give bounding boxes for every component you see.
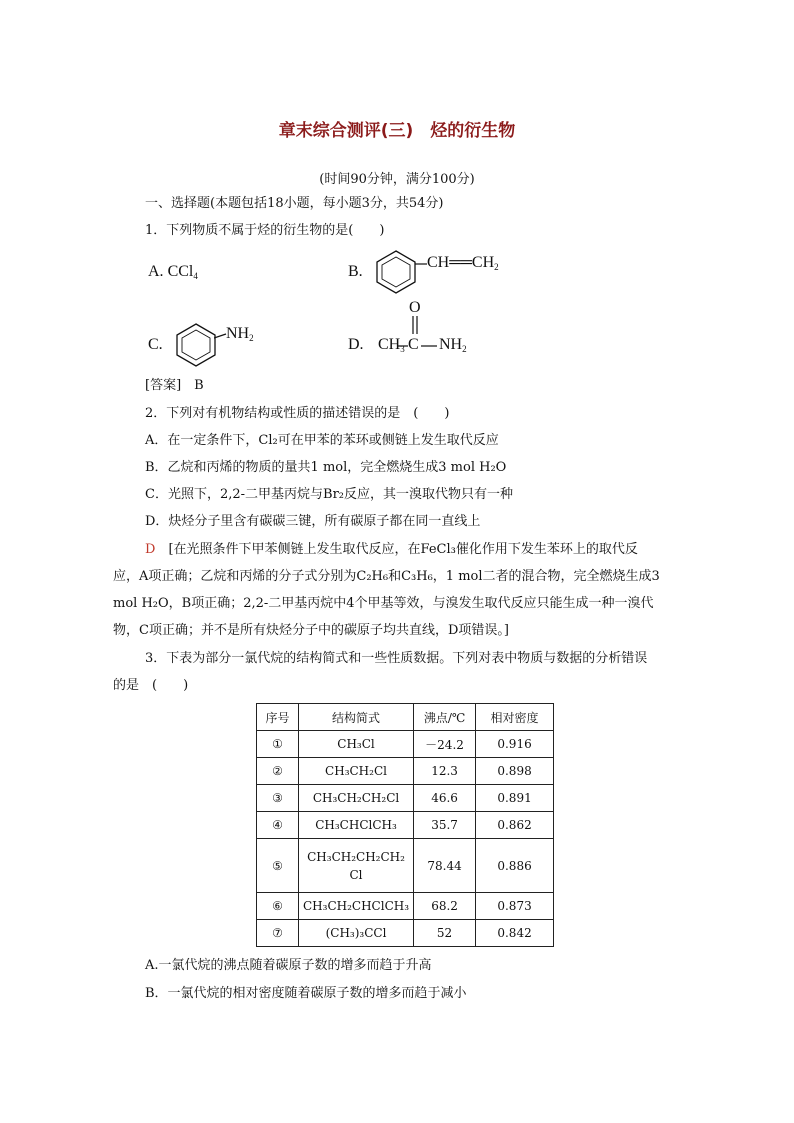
q1-answer xyxy=(145,378,204,394)
table-cell: CH₃CH₂CH₂Cl xyxy=(299,785,414,812)
table-cell: 0.891 xyxy=(476,785,554,812)
bond-line xyxy=(415,262,427,266)
table-cell: －24.2 xyxy=(414,731,476,758)
table-cell: CH₃Cl xyxy=(299,731,414,758)
vinyl-group: CH══CH xyxy=(427,254,495,271)
q1-option-c-label: C. xyxy=(148,336,163,353)
table-row xyxy=(257,920,554,947)
subscript: 3 xyxy=(400,344,405,354)
amino-group-d xyxy=(439,336,467,354)
table-cell: 35.7 xyxy=(414,812,476,839)
subscript: 2 xyxy=(494,262,499,272)
q3-option-a: A.一氯代烷的沸点随着碳原子数的增多而趋于升高 xyxy=(145,958,432,973)
table-row xyxy=(257,839,554,893)
table-cell: 0.862 xyxy=(476,812,554,839)
question-3-stem: 3．下表为部分一氯代烷的结构简式和一些性质数据。下列对表中物质与数据的分析错误 xyxy=(145,651,648,666)
table-cell: 68.2 xyxy=(414,893,476,920)
question-2-stem: 2．下列对有机物结构或性质的描述错误的是 ( ) xyxy=(145,406,450,421)
q2-option-c: C．光照下，2,2-二甲基丙烷与Br₂反应，其一溴取代物只有一种 xyxy=(145,487,513,502)
table-cell: ① xyxy=(257,731,299,758)
table-cell: 0.898 xyxy=(476,758,554,785)
q2-explanation-line-3: mol H₂O，B项正确；2,2-二甲基丙烷中4个甲基等效，与溴发生取代反应只能生成一种一溴代 xyxy=(113,596,654,611)
double-bond xyxy=(410,316,420,334)
explanation-text: [在光照条件下甲苯侧链上发生取代反应，在FeCl₃催化作用下发生苯环上的取代反 xyxy=(168,542,638,557)
q1-option-b-chain xyxy=(427,254,499,272)
table-cell: (CH₃)₃CCl xyxy=(299,920,414,947)
q2-explanation-line-1 xyxy=(145,542,638,558)
answer-value: B xyxy=(194,378,204,393)
q2-answer: D xyxy=(145,542,156,557)
question-3-stem-cont: 的是 ( ) xyxy=(113,678,189,693)
q1-option-d-label: D. xyxy=(348,336,364,353)
q1-option-a xyxy=(148,263,198,281)
oxygen-atom: O xyxy=(409,299,421,316)
q2-option-a: A．在一定条件下，Cl₂可在甲苯的苯环或侧链上发生取代反应 xyxy=(145,433,499,448)
table-cell: CH₃CH₂CHClCH₃ xyxy=(299,893,414,920)
page-title: 章末综合测评(三) 烃的衍生物 xyxy=(278,121,516,141)
chloroalkane-table xyxy=(256,703,554,947)
table-cell: 12.3 xyxy=(414,758,476,785)
q3-option-b: B．一氯代烷的相对密度随着碳原子数的增多而趋于减小 xyxy=(145,986,467,1001)
subscript: 2 xyxy=(249,333,254,343)
q1-option-b-label: B. xyxy=(348,263,363,280)
table-cell: ⑦ xyxy=(257,920,299,947)
formula-ccl4: CCl xyxy=(167,263,194,280)
table-cell: 78.44 xyxy=(414,839,476,893)
table-cell: 0.873 xyxy=(476,893,554,920)
table-header-row xyxy=(257,704,554,731)
q2-option-d: D．炔烃分子里含有碳碳三键，所有碳原子都在同一直线上 xyxy=(145,514,481,529)
methyl-group: CH xyxy=(378,336,401,353)
q2-explanation-line-4: 物，C项正确；并不是所有炔烃分子中的碳原子均共直线，D项错误。] xyxy=(113,623,509,638)
amino-group: NH xyxy=(226,325,250,342)
q1-option-c-group xyxy=(226,325,254,343)
bond-line xyxy=(421,344,437,348)
subscript: 2 xyxy=(462,344,467,354)
table-cell: CH₃CH₂Cl xyxy=(299,758,414,785)
table-cell: ③ xyxy=(257,785,299,812)
subscript: 4 xyxy=(193,271,198,281)
col-header: 相对密度 xyxy=(476,704,554,731)
table-row xyxy=(257,893,554,920)
table-cell: CH₃CH₂CH₂CH₂Cl xyxy=(299,839,414,893)
table-cell: 0.842 xyxy=(476,920,554,947)
amino-text: NH xyxy=(439,336,463,353)
table-cell: 52 xyxy=(414,920,476,947)
table-cell: 0.916 xyxy=(476,731,554,758)
exam-info: (时间90分钟，满分100分) xyxy=(319,172,475,187)
table-cell: CH₃CHClCH₃ xyxy=(299,812,414,839)
col-header: 序号 xyxy=(257,704,299,731)
table-cell: ② xyxy=(257,758,299,785)
benzene-ring-icon xyxy=(172,321,222,367)
bond-line xyxy=(398,344,408,348)
table-row xyxy=(257,758,554,785)
question-1-stem: 1．下列物质不属于烃的衍生物的是( ) xyxy=(145,223,385,238)
table-cell: 46.6 xyxy=(414,785,476,812)
table-cell: 0.886 xyxy=(476,839,554,893)
section-heading: 一、选择题(本题包括18小题，每小题3分，共54分) xyxy=(145,196,444,211)
benzene-ring-icon xyxy=(372,248,422,294)
option-label: A. xyxy=(148,263,164,280)
table-row xyxy=(257,812,554,839)
table-row xyxy=(257,785,554,812)
col-header: 结构简式 xyxy=(299,704,414,731)
carbonyl-carbon: C xyxy=(408,336,419,353)
q2-explanation-line-2: 应，A项正确；乙烷和丙烯的分子式分别为C₂H₆和C₃H₆，1 mol二者的混合物，完全燃烧生成3 xyxy=(113,569,660,584)
table-cell: ⑤ xyxy=(257,839,299,893)
table-row xyxy=(257,731,554,758)
col-header: 沸点/℃ xyxy=(414,704,476,731)
answer-tag: [答案] xyxy=(145,378,182,393)
table-cell: ④ xyxy=(257,812,299,839)
table-cell: ⑥ xyxy=(257,893,299,920)
q2-option-b: B．乙烷和丙烯的物质的量共1 mol，完全燃烧生成3 mol H₂O xyxy=(145,460,507,475)
